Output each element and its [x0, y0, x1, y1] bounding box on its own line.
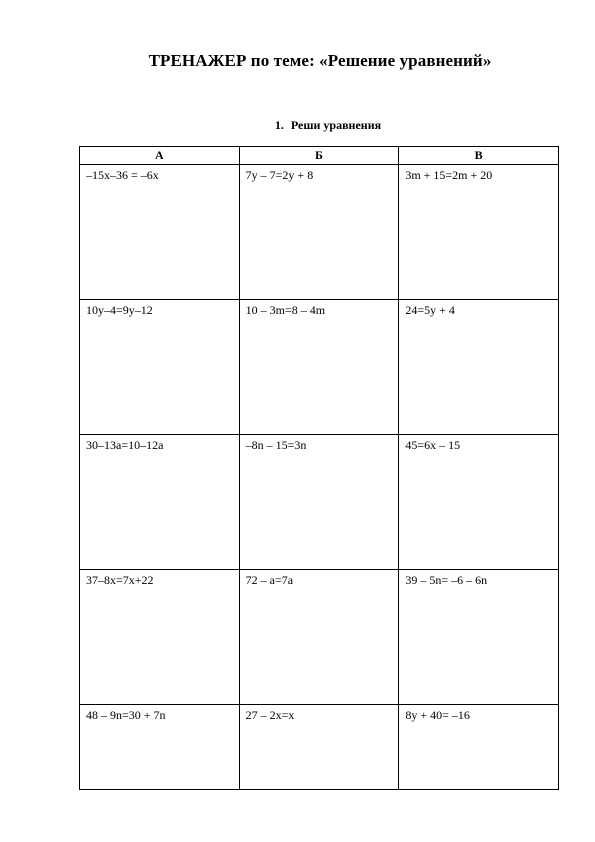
equation: 48 – 9n=30 + 7n — [86, 708, 166, 722]
equation-cell — [239, 435, 399, 570]
equation-cell — [80, 570, 240, 705]
equation: 37–8x=7x+22 — [86, 573, 154, 587]
equation-cell — [80, 165, 240, 300]
equation-cell — [239, 300, 399, 435]
table-row — [80, 705, 559, 790]
equation-cell — [239, 165, 399, 300]
page-title: ТРЕНАЖЕР по теме: «Решение уравнений» — [148, 51, 492, 70]
equation: 30–13a=10–12a — [86, 438, 164, 452]
equation-cell — [399, 570, 559, 705]
column-header-v: В — [399, 147, 559, 165]
equation-cell — [399, 300, 559, 435]
task-heading — [0, 118, 595, 133]
table-row — [80, 165, 559, 300]
equation-cell — [239, 705, 399, 790]
equation: 39 – 5n= –6 – 6n — [405, 573, 488, 587]
equation-cell — [239, 570, 399, 705]
equation: 7y – 7=2y + 8 — [245, 168, 314, 182]
equation-cell — [399, 435, 559, 570]
equation: 3m + 15=2m + 20 — [405, 168, 493, 182]
equation: 10y–4=9y–12 — [86, 303, 153, 317]
equation-cell — [399, 705, 559, 790]
column-header-b: Б — [239, 147, 399, 165]
table-row — [80, 300, 559, 435]
equation: 8y + 40= –16 — [405, 708, 470, 722]
equation-cell — [80, 435, 240, 570]
table-header-row — [80, 147, 559, 165]
table-row — [80, 570, 559, 705]
equation: 72 – a=7a — [245, 573, 294, 587]
equation-cell — [80, 705, 240, 790]
equation: –8n – 15=3n — [245, 438, 307, 452]
table-row — [80, 435, 559, 570]
equation: 45=6x – 15 — [405, 438, 461, 452]
task-label: Реши уравнения — [290, 118, 382, 132]
equation-cell — [399, 165, 559, 300]
equation-cell — [80, 300, 240, 435]
equation: 24=5y + 4 — [405, 303, 455, 317]
task-number: 1. — [274, 118, 284, 132]
column-header-a: А — [80, 147, 240, 165]
equation: 27 – 2x=x — [245, 708, 295, 722]
equations-table — [79, 146, 559, 790]
equation: –15x–36 = –6x — [86, 168, 159, 182]
equation: 10 – 3m=8 – 4m — [245, 303, 326, 317]
